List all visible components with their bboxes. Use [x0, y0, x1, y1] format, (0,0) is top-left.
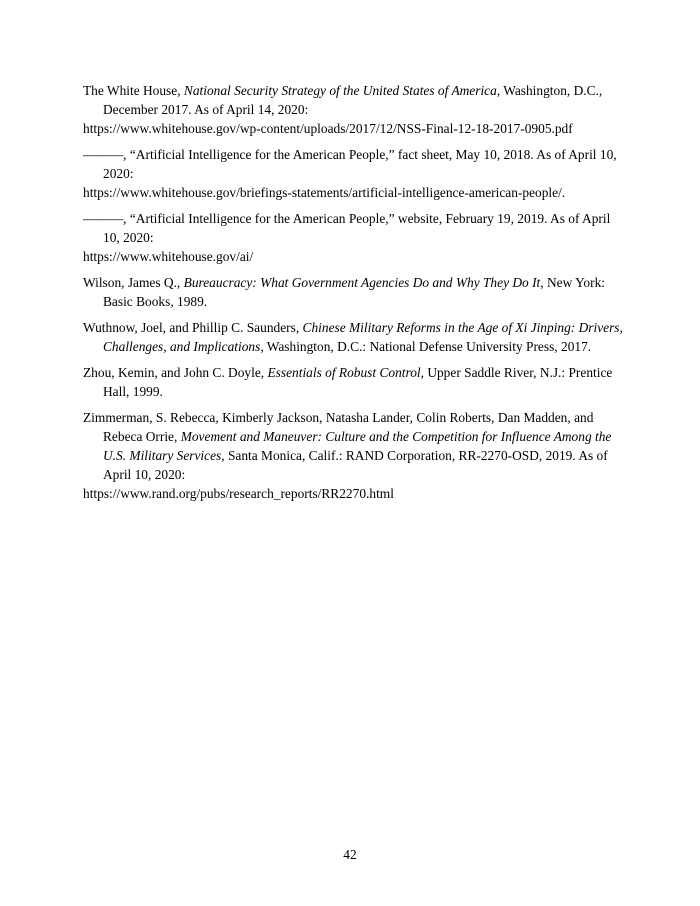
reference-entry-whitehouse-ai-factsheet — [83, 145, 623, 202]
reference-segment: The White House, — [83, 83, 184, 98]
reference-url[interactable]: https://www.whitehouse.gov/briefings-statements/artificial-intelligence-american-people/. — [83, 185, 566, 200]
reference-segment: , Washington, D.C., December 2017. As of April 14, 2020: — [103, 83, 603, 117]
reference-title: Movement and Maneuver: Culture and the Competition for Influence Among the U.S. Military Services — [103, 429, 612, 463]
reference-segment: , Washington, D.C.: National Defense University Press, 2017. — [260, 339, 592, 354]
reference-entry-wilson-bureaucracy — [83, 273, 623, 311]
reference-segment: Wilson, James Q., — [83, 275, 184, 290]
reference-text — [83, 365, 612, 399]
reference-entry-wuthnow-saunders — [83, 318, 623, 356]
reference-title: Chinese Military Reforms in the Age of Xi Jinping: Drivers, Challenges, and Implications — [103, 320, 623, 354]
reference-title: Essentials of Robust Control — [267, 365, 421, 380]
reference-text — [83, 83, 602, 117]
reference-entry-zimmerman-et-al — [83, 408, 623, 503]
reference-entry-whitehouse-nss — [83, 81, 623, 138]
reference-entry-whitehouse-ai-website — [83, 209, 623, 266]
reference-segment: , Santa Monica, Calif.: RAND Corporation, RR-2270-OSD, 2019. As of April 10, 2020: — [103, 448, 608, 482]
reference-text — [83, 147, 617, 181]
reference-title: National Security Strategy of the United States of America — [183, 83, 497, 98]
reference-segment: ———, “Artificial Intelligence for the American People,” website, February 19, 2019. As of April 10, 2020: — [83, 211, 611, 245]
reference-text — [83, 275, 605, 309]
reference-segment: Zhou, Kemin, and John C. Doyle, — [83, 365, 268, 380]
reference-text — [83, 320, 623, 354]
reference-list — [83, 81, 623, 510]
reference-segment: Zimmerman, S. Rebecca, Kimberly Jackson, Natasha Lander, Colin Roberts, Dan Madden, and Rebeca Orrie, — [83, 410, 594, 444]
reference-segment: ———, “Artificial Intelligence for the American People,” fact sheet, May 10, 2018. As of April 10, 2020: — [83, 147, 617, 181]
reference-entry-zhou-doyle — [83, 363, 623, 401]
reference-text — [83, 211, 610, 245]
reference-segment: , New York: Basic Books, 1989. — [103, 275, 605, 309]
reference-title: Bureaucracy: What Government Agencies Do and Why They Do It — [183, 275, 541, 290]
reference-url[interactable]: https://www.rand.org/pubs/research_reports/RR2270.html — [83, 486, 394, 501]
reference-segment: , Upper Saddle River, N.J.: Prentice Hall, 1999. — [103, 365, 613, 399]
reference-segment: Wuthnow, Joel, and Phillip C. Saunders, — [83, 320, 303, 335]
page-number: 42 — [343, 847, 357, 862]
reference-text — [83, 410, 611, 482]
reference-url[interactable]: https://www.whitehouse.gov/wp-content/uploads/2017/12/NSS-Final-12-18-2017-0905.pdf — [83, 121, 573, 136]
reference-url[interactable]: https://www.whitehouse.gov/ai/ — [83, 249, 254, 264]
